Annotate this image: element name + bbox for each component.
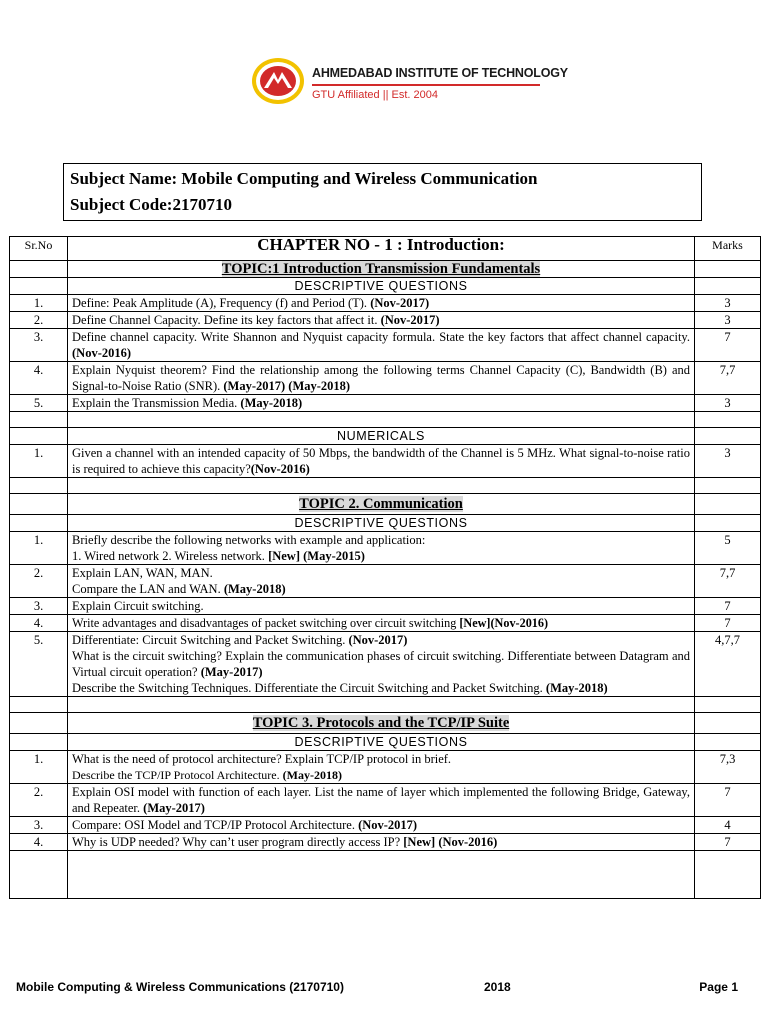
table-row (10, 295, 761, 312)
subhead-row (10, 278, 761, 295)
sr-no: 3. (10, 817, 68, 834)
marks: 3 (695, 312, 761, 329)
subhead-row (10, 515, 761, 532)
empty-row (10, 851, 761, 899)
question-table (9, 236, 761, 899)
table-row (10, 598, 761, 615)
marks: 7 (695, 615, 761, 632)
descriptive-label: DESCRIPTIVE QUESTIONS (68, 734, 695, 751)
marks-header: Marks (695, 237, 761, 261)
marks: 7 (695, 834, 761, 851)
sr-no: 4. (10, 615, 68, 632)
sr-no: 5. (10, 395, 68, 412)
question-text: Explain Circuit switching. (68, 598, 695, 615)
topic-1-title: TOPIC:1 Introduction Transmission Fundamentals (68, 261, 695, 278)
exam-tag: (May-2017) (May-2018) (223, 379, 351, 393)
numericals-label: NUMERICALS (68, 428, 695, 445)
topic-2-title: TOPIC 2. Communication (68, 494, 695, 515)
marks: 4,7,7 (695, 632, 761, 697)
sr-no: 1. (10, 532, 68, 565)
sr-no: 5. (10, 632, 68, 697)
exam-tag: [New] (Nov-2016) (403, 835, 498, 849)
question-text: What is the need of protocol architecture? Explain TCP/IP protocol in brief. Describe the TCP/IP Protocol Architecture. (May-2018) (68, 751, 695, 784)
sr-no: 3. (10, 329, 68, 362)
question-text: Differentiate: Circuit Switching and Packet Switching. (Nov-2017) What is the circuit switching? Explain the communication phases of circuit switching. Differentiate between Datagram and Virtual circuit operation? (May-2017) Describe the Switching Techniques. Differentiate the Circuit Switching and Packet Switching. (May-2018) (68, 632, 695, 697)
exam-tag: (May-2017) (143, 801, 205, 815)
question-text: Briefly describe the following networks with example and application: 1. Wired network 2. Wireless network. [New] (May-2015) (68, 532, 695, 565)
empty-row (10, 697, 761, 713)
sr-no: 2. (10, 565, 68, 598)
marks: 3 (695, 395, 761, 412)
table-row (10, 817, 761, 834)
marks: 7 (695, 598, 761, 615)
table-row (10, 615, 761, 632)
marks: 3 (695, 445, 761, 478)
sr-no: 4. (10, 362, 68, 395)
question-text: Explain OSI model with function of each layer. List the name of layer which implemented the following Bridge, Gateway, and Repeater. (May-2017) (68, 784, 695, 817)
sr-no: 1. (10, 751, 68, 784)
marks: 7 (695, 784, 761, 817)
marks: 7,7 (695, 565, 761, 598)
exam-tag: (May-2018) (223, 582, 286, 596)
sr-no: 2. (10, 784, 68, 817)
question-text: Define: Peak Amplitude (A), Frequency (f) and Period (T). (Nov-2017) (68, 295, 695, 312)
table-header-row (10, 237, 761, 261)
topic-3-title: TOPIC 3. Protocols and the TCP/IP Suite (68, 713, 695, 734)
exam-tag: (Nov-2016) (72, 346, 132, 360)
exam-tag: (Nov-2017) (348, 633, 408, 647)
header-rule (312, 84, 540, 86)
descriptive-label: DESCRIPTIVE QUESTIONS (68, 515, 695, 532)
table-row (10, 632, 761, 697)
footer-page-number: Page 1 (699, 980, 738, 994)
exam-tag: (May-2018) (240, 396, 303, 410)
topic-row (10, 261, 761, 278)
marks: 5 (695, 532, 761, 565)
sr-no: 4. (10, 834, 68, 851)
subject-code: Subject Code:2170710 (70, 195, 232, 214)
exam-tag: (May-2017) (200, 665, 263, 679)
exam-tag: (May-2018) (545, 681, 608, 695)
marks: 7 (695, 329, 761, 362)
marks: 7,7 (695, 362, 761, 395)
subject-name: Subject Name: Mobile Computing and Wireless Communication (70, 169, 538, 188)
empty-row (10, 478, 761, 494)
table-row (10, 395, 761, 412)
sr-no: 1. (10, 445, 68, 478)
subhead-row (10, 734, 761, 751)
exam-tag: [New](Nov-2016) (459, 616, 549, 630)
marks: 7,3 (695, 751, 761, 784)
question-text: Explain LAN, WAN, MAN. Compare the LAN and WAN. (May-2018) (68, 565, 695, 598)
question-text: Write advantages and disadvantages of packet switching over circuit switching [New](Nov-2016) (68, 615, 695, 632)
subhead-row (10, 428, 761, 445)
exam-tag: (May-2018) (282, 768, 342, 782)
sr-no: 1. (10, 295, 68, 312)
table-row (10, 565, 761, 598)
marks: 4 (695, 817, 761, 834)
descriptive-label: DESCRIPTIVE QUESTIONS (68, 278, 695, 295)
question-text: Define channel capacity. Write Shannon and Nyquist capacity formula. State the key factors that affect channel capacity.(Nov-2016) (68, 329, 695, 362)
exam-tag: (Nov-2017) (380, 313, 440, 327)
question-text: Explain Nyquist theorem? Find the relationship among the following terms Channel Capacity (C), Bandwidth (B) and Signal-to-Noise Ratio (SNR). (May-2017) (May-2018) (68, 362, 695, 395)
institute-seal-icon (250, 56, 306, 106)
table-row (10, 312, 761, 329)
exam-tag: (Nov-2017) (370, 296, 430, 310)
page-footer (16, 980, 738, 996)
table-row (10, 834, 761, 851)
chapter-title: CHAPTER NO - 1 : Introduction: (68, 237, 695, 261)
footer-subject: Mobile Computing & Wireless Communications (2170710) (16, 980, 344, 994)
exam-tag: [New] (May-2015) (268, 549, 365, 563)
institute-name: AHMEDABAD INSTITUTE OF TECHNOLOGY (312, 66, 568, 80)
empty-row (10, 412, 761, 428)
table-row (10, 532, 761, 565)
exam-tag: (Nov-2017) (358, 818, 418, 832)
footer-year: 2018 (484, 980, 511, 994)
institute-subtitle: GTU Affiliated || Est. 2004 (312, 89, 438, 101)
topic-row (10, 713, 761, 734)
sr-no: 3. (10, 598, 68, 615)
institute-logo-block (250, 56, 568, 106)
question-text: Explain the Transmission Media. (May-2018) (68, 395, 695, 412)
table-row (10, 445, 761, 478)
table-row (10, 751, 761, 784)
topic-row (10, 494, 761, 515)
marks: 3 (695, 295, 761, 312)
exam-tag: (Nov-2016) (250, 462, 310, 476)
question-text: Compare: OSI Model and TCP/IP Protocol Architecture. (Nov-2017) (68, 817, 695, 834)
table-row (10, 362, 761, 395)
table-row (10, 329, 761, 362)
sr-no: 2. (10, 312, 68, 329)
question-text: Given a channel with an intended capacity of 50 Mbps, the bandwidth of the Channel is 5 MHz. What signal-to-noise ratio is required to achieve this capacity?(Nov-2016) (68, 445, 695, 478)
subject-box (63, 163, 702, 221)
question-text: Why is UDP needed? Why can’t user program directly access IP? [New] (Nov-2016) (68, 834, 695, 851)
question-text: Define Channel Capacity. Define its key factors that affect it. (Nov-2017) (68, 312, 695, 329)
table-row (10, 784, 761, 817)
sr-no-header: Sr.No (10, 237, 68, 261)
